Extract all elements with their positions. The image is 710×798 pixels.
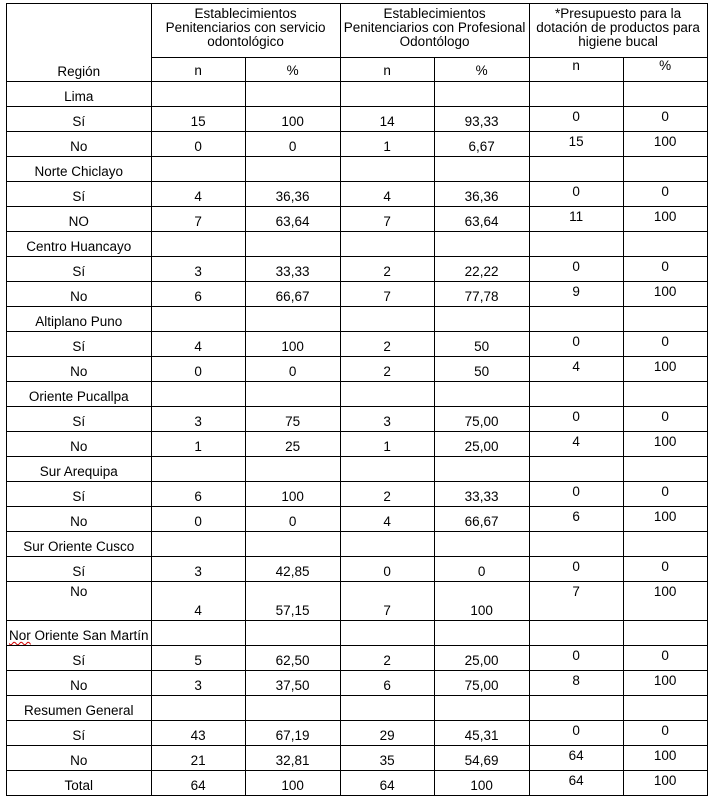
empty-cell [245, 382, 340, 407]
region-row [7, 457, 708, 482]
value-cell: 0 [623, 332, 707, 357]
value-cell: 33,33 [245, 257, 340, 282]
col-pct-2: % [434, 58, 529, 82]
empty-cell [529, 382, 623, 407]
region-name: Resumen General [7, 696, 152, 721]
data-row [7, 282, 708, 307]
value-cell: 67,19 [245, 721, 340, 746]
value-cell: 0 [529, 721, 623, 746]
empty-cell [340, 82, 434, 107]
total-value-cell: 64 [151, 771, 245, 796]
value-cell: 4 [529, 357, 623, 382]
empty-cell [529, 157, 623, 182]
value-cell: 4 [151, 182, 245, 207]
region-row [7, 307, 708, 332]
empty-cell [623, 621, 707, 646]
empty-cell [151, 696, 245, 721]
value-cell: 7 [340, 582, 434, 621]
data-row [7, 407, 708, 432]
empty-cell [340, 621, 434, 646]
group1-header: Establecimientos Penitenciarios con servicio odontológico [151, 4, 340, 58]
col-n-2: n [340, 58, 434, 82]
empty-cell [529, 532, 623, 557]
empty-cell [340, 696, 434, 721]
value-cell: 0 [340, 557, 434, 582]
group3-header: *Presupuesto para la dotación de productos para higiene bucal [529, 4, 707, 58]
empty-cell [245, 82, 340, 107]
row-label: Sí [7, 721, 152, 746]
value-cell: 36,36 [245, 182, 340, 207]
col-pct-1: % [245, 58, 340, 82]
row-label: Sí [7, 107, 152, 132]
row-label: Sí [7, 557, 152, 582]
row-label: Sí [7, 646, 152, 671]
value-cell: 8 [529, 671, 623, 696]
empty-cell [151, 621, 245, 646]
region-name-prefix: Nor [9, 628, 31, 643]
data-row [7, 257, 708, 282]
value-cell: 3 [151, 671, 245, 696]
value-cell: 0 [245, 357, 340, 382]
value-cell: 1 [340, 432, 434, 457]
empty-cell [434, 157, 529, 182]
value-cell: 0 [529, 407, 623, 432]
value-cell: 32,81 [245, 746, 340, 771]
data-row [7, 432, 708, 457]
data-row [7, 107, 708, 132]
value-cell: 0 [245, 132, 340, 157]
empty-cell [434, 232, 529, 257]
empty-cell [623, 82, 707, 107]
value-cell: 0 [623, 182, 707, 207]
row-label: No [7, 671, 152, 696]
group2-header: Establecimientos Penitenciarios con Profesional Odontólogo [340, 4, 529, 58]
value-cell: 4 [340, 182, 434, 207]
row-label: Sí [7, 182, 152, 207]
empty-cell [623, 382, 707, 407]
value-cell: 0 [151, 507, 245, 532]
value-cell: 0 [529, 107, 623, 132]
data-row [7, 357, 708, 382]
empty-cell [623, 457, 707, 482]
value-cell: 63,64 [245, 207, 340, 232]
data-row [7, 332, 708, 357]
row-label: Sí [7, 332, 152, 357]
empty-cell [340, 532, 434, 557]
empty-cell [623, 307, 707, 332]
value-cell: 21 [151, 746, 245, 771]
empty-cell [623, 232, 707, 257]
row-label: No [7, 432, 152, 457]
empty-cell [623, 696, 707, 721]
total-value-cell: 64 [340, 771, 434, 796]
row-label: No [7, 282, 152, 307]
empty-cell [434, 696, 529, 721]
value-cell: 4 [340, 507, 434, 532]
data-row [7, 557, 708, 582]
col-n-1: n [151, 58, 245, 82]
value-cell: 0 [151, 357, 245, 382]
value-cell: 63,64 [434, 207, 529, 232]
value-cell: 100 [623, 432, 707, 457]
value-cell: 3 [151, 257, 245, 282]
value-cell: 100 [623, 132, 707, 157]
data-row [7, 482, 708, 507]
total-row [7, 771, 708, 796]
row-label: Sí [7, 482, 152, 507]
empty-cell [623, 532, 707, 557]
data-row [7, 132, 708, 157]
region-name: Norte Chiclayo [7, 157, 152, 182]
empty-cell [623, 157, 707, 182]
value-cell: 35 [340, 746, 434, 771]
value-cell: 0 [434, 557, 529, 582]
value-cell: 100 [623, 671, 707, 696]
value-cell: 1 [340, 132, 434, 157]
value-cell: 100 [623, 582, 707, 621]
value-cell: 2 [340, 357, 434, 382]
value-cell: 0 [623, 107, 707, 132]
value-cell: 7 [151, 207, 245, 232]
value-cell: 14 [340, 107, 434, 132]
value-cell: 100 [623, 357, 707, 382]
empty-cell [340, 457, 434, 482]
value-cell: 75,00 [434, 407, 529, 432]
value-cell: 0 [151, 132, 245, 157]
empty-cell [151, 232, 245, 257]
region-header: Región [7, 4, 152, 82]
region-name: Sur Oriente Cusco [7, 532, 152, 557]
region-name: Lima [7, 82, 152, 107]
value-cell: 0 [623, 721, 707, 746]
region-row [7, 382, 708, 407]
row-label: No [7, 507, 152, 532]
value-cell: 9 [529, 282, 623, 307]
data-row [7, 746, 708, 771]
data-row [7, 507, 708, 532]
empty-cell [245, 457, 340, 482]
value-cell: 100 [623, 507, 707, 532]
empty-cell [434, 82, 529, 107]
value-cell: 6 [151, 482, 245, 507]
region-row [7, 232, 708, 257]
region-name: Sur Arequipa [7, 457, 152, 482]
value-cell: 0 [529, 646, 623, 671]
total-label: Total [7, 771, 152, 796]
value-cell: 6 [151, 282, 245, 307]
total-value-cell: 100 [434, 771, 529, 796]
value-cell: 43 [151, 721, 245, 746]
empty-cell [245, 307, 340, 332]
value-cell: 0 [623, 257, 707, 282]
value-cell: 3 [151, 407, 245, 432]
empty-cell [434, 307, 529, 332]
value-cell: 0 [529, 482, 623, 507]
col-n-3: n [529, 58, 623, 82]
value-cell: 57,15 [245, 582, 340, 621]
region-name: Centro Huancayo [7, 232, 152, 257]
value-cell: 50 [434, 332, 529, 357]
value-cell: 77,78 [434, 282, 529, 307]
value-cell: 0 [529, 182, 623, 207]
row-label: No [7, 746, 152, 771]
empty-cell [151, 157, 245, 182]
empty-cell [434, 621, 529, 646]
value-cell: 75 [245, 407, 340, 432]
value-cell: 100 [245, 107, 340, 132]
empty-cell [434, 382, 529, 407]
value-cell: 100 [245, 482, 340, 507]
value-cell: 0 [623, 482, 707, 507]
empty-cell [151, 457, 245, 482]
value-cell: 100 [623, 282, 707, 307]
empty-cell [151, 532, 245, 557]
value-cell: 7 [529, 582, 623, 621]
row-label: No [7, 132, 152, 157]
data-row [7, 182, 708, 207]
region-name [7, 621, 152, 646]
data-row [7, 671, 708, 696]
value-cell: 45,31 [434, 721, 529, 746]
empty-cell [434, 457, 529, 482]
empty-cell [529, 621, 623, 646]
value-cell: 0 [529, 557, 623, 582]
value-cell: 100 [434, 582, 529, 621]
total-value-cell: 64 [529, 771, 623, 796]
total-value-cell: 100 [623, 771, 707, 796]
value-cell: 15 [151, 107, 245, 132]
value-cell: 33,33 [434, 482, 529, 507]
total-value-cell: 100 [245, 771, 340, 796]
data-row [7, 207, 708, 232]
row-label: No [7, 582, 152, 621]
row-label: Sí [7, 257, 152, 282]
empty-cell [245, 232, 340, 257]
empty-cell [151, 382, 245, 407]
empty-cell [529, 696, 623, 721]
value-cell: 0 [529, 332, 623, 357]
value-cell: 6 [340, 671, 434, 696]
value-cell: 75,00 [434, 671, 529, 696]
value-cell: 11 [529, 207, 623, 232]
value-cell: 42,85 [245, 557, 340, 582]
row-label: No [7, 357, 152, 382]
value-cell: 66,67 [434, 507, 529, 532]
value-cell: 15 [529, 132, 623, 157]
value-cell: 0 [245, 507, 340, 532]
value-cell: 93,33 [434, 107, 529, 132]
value-cell: 100 [623, 207, 707, 232]
value-cell: 64 [529, 746, 623, 771]
data-row [7, 582, 708, 621]
value-cell: 1 [151, 432, 245, 457]
empty-cell [151, 307, 245, 332]
row-label: NO [7, 207, 152, 232]
empty-cell [434, 532, 529, 557]
empty-cell [340, 232, 434, 257]
value-cell: 2 [340, 257, 434, 282]
region-row [7, 621, 708, 646]
value-cell: 3 [151, 557, 245, 582]
prison-dental-table [6, 3, 708, 796]
value-cell: 29 [340, 721, 434, 746]
value-cell: 0 [623, 646, 707, 671]
value-cell: 5 [151, 646, 245, 671]
value-cell: 7 [340, 207, 434, 232]
value-cell: 2 [340, 482, 434, 507]
value-cell: 62,50 [245, 646, 340, 671]
value-cell: 25,00 [434, 432, 529, 457]
value-cell: 54,69 [434, 746, 529, 771]
region-row [7, 157, 708, 182]
value-cell: 2 [340, 332, 434, 357]
value-cell: 4 [151, 332, 245, 357]
value-cell: 4 [151, 582, 245, 621]
empty-cell [529, 232, 623, 257]
empty-cell [245, 532, 340, 557]
empty-cell [529, 82, 623, 107]
value-cell: 22,22 [434, 257, 529, 282]
value-cell: 36,36 [434, 182, 529, 207]
region-row [7, 696, 708, 721]
region-name: Oriente Pucallpa [7, 382, 152, 407]
value-cell: 25 [245, 432, 340, 457]
region-row [7, 532, 708, 557]
value-cell: 0 [529, 257, 623, 282]
empty-cell [340, 157, 434, 182]
value-cell: 7 [340, 282, 434, 307]
empty-cell [151, 82, 245, 107]
value-cell: 0 [623, 407, 707, 432]
value-cell: 25,00 [434, 646, 529, 671]
data-row [7, 721, 708, 746]
value-cell: 6 [529, 507, 623, 532]
empty-cell [529, 457, 623, 482]
value-cell: 50 [434, 357, 529, 382]
region-name-rest: Oriente San Martín [30, 628, 149, 643]
empty-cell [245, 696, 340, 721]
empty-cell [529, 307, 623, 332]
col-pct-3: % [623, 58, 707, 82]
empty-cell [340, 382, 434, 407]
value-cell: 100 [245, 332, 340, 357]
value-cell: 100 [623, 746, 707, 771]
data-row [7, 646, 708, 671]
value-cell: 37,50 [245, 671, 340, 696]
empty-cell [245, 157, 340, 182]
region-row [7, 82, 708, 107]
region-name: Altiplano Puno [7, 307, 152, 332]
value-cell: 0 [623, 557, 707, 582]
empty-cell [245, 621, 340, 646]
value-cell: 66,67 [245, 282, 340, 307]
value-cell: 2 [340, 646, 434, 671]
value-cell: 6,67 [434, 132, 529, 157]
value-cell: 4 [529, 432, 623, 457]
empty-cell [340, 307, 434, 332]
value-cell: 3 [340, 407, 434, 432]
row-label: Sí [7, 407, 152, 432]
